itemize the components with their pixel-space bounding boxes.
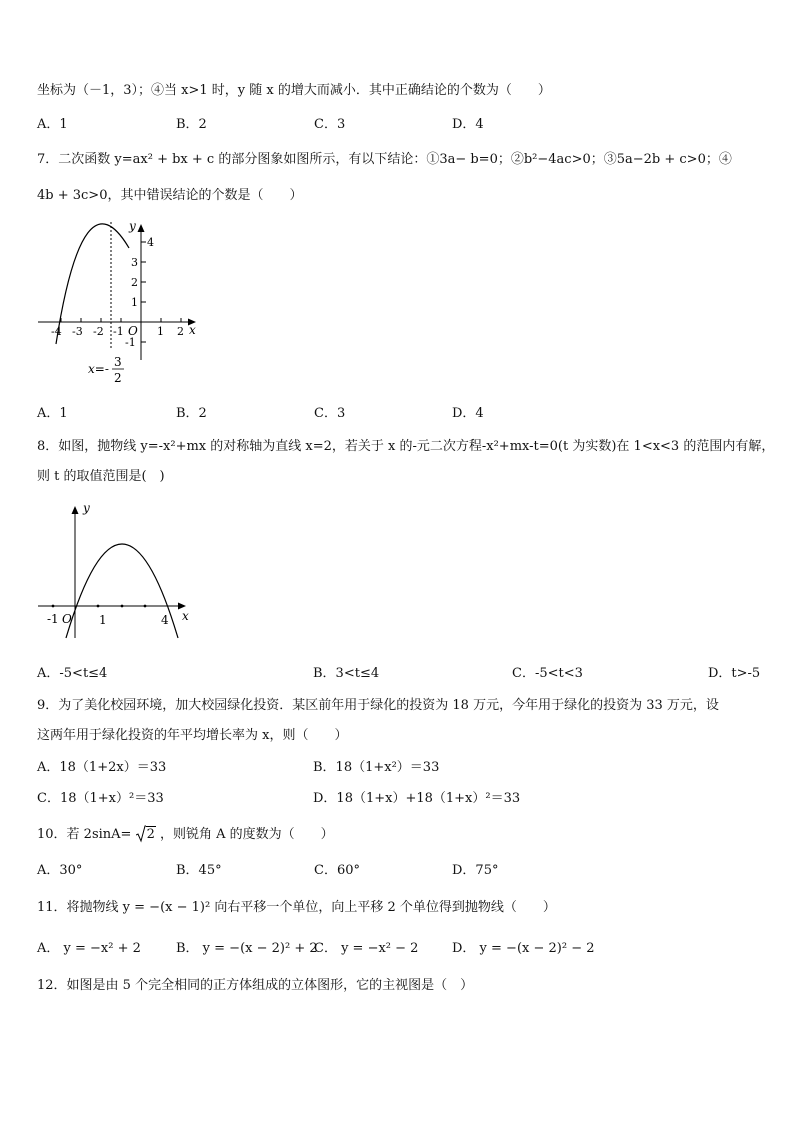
q7-axis-frac-num: 3: [114, 355, 122, 369]
q8-y-arrow: [72, 506, 79, 514]
q10-sqrt: [136, 826, 156, 844]
q7-x-tick-1: 1: [157, 325, 164, 338]
q7-y-label: y: [129, 219, 136, 233]
q6-option-c: C．3: [314, 117, 346, 132]
q7-text-line2: 4b + 3c>0，其中错误结论的个数是（ ）: [37, 188, 303, 203]
q8-option-d: D．t>-5: [708, 666, 761, 681]
q11-text: 11．将抛物线 y = −(x − 1)² 向右平移一个单位，向上平移 2 个单位得到抛物线（ ）: [37, 900, 556, 915]
q7-x-tick-neg1: -1: [113, 325, 124, 338]
q8-y-label: y: [83, 501, 90, 515]
q10-option-c: C．60°: [314, 863, 360, 878]
q7-y-tick-2: 2: [131, 276, 138, 289]
q8-text-line2: 则 t 的取值范围是( ): [37, 469, 165, 484]
q7-axis-frac-den: 2: [114, 371, 122, 385]
q7-x-tick-neg4: -4: [51, 325, 62, 338]
q11-option-b: B． y = −(x − 2)² + 2: [176, 941, 318, 956]
q10-sqrt-sign: [136, 825, 146, 843]
q8-tick-1: 1: [99, 613, 107, 627]
q8-option-c: C．-5<t<3: [512, 666, 583, 681]
q10-option-d: D．75°: [452, 863, 499, 878]
q9-text-line2: 这两年用于绿化投资的年平均增长率为 x，则（ ）: [37, 728, 348, 743]
q7-y-arrow: [138, 224, 145, 232]
q10-option-a: A．30°: [37, 863, 83, 878]
q9-option-a: A．18（1+2x）＝33: [37, 760, 167, 775]
q12-text: 12．如图是由 5 个完全相同的正方体组成的立体图形，它的主视图是（ ）: [37, 978, 474, 993]
q11-option-d: D． y = −(x − 2)² − 2: [452, 941, 595, 956]
q7-origin-label: O: [128, 324, 138, 338]
q7-parabola-graph: [36, 218, 206, 390]
q7-y-tick-3: 3: [131, 256, 138, 269]
q8-tick-4: 4: [161, 613, 169, 627]
q7-text-line1: 7．二次函数 y=ax² + bx + c 的部分图象如图所示，有以下结论：①3a− b=0；②b²−4ac>0；③5a−2b + c>0；④: [37, 152, 732, 167]
q8-option-b: B．3<t≤4: [313, 666, 380, 681]
q7-y-tick-neg1: -1: [125, 336, 136, 349]
q10-suffix: ，则锐角 A 的度数为（ ）: [160, 827, 334, 842]
q7-x-tick-2: 2: [177, 325, 184, 338]
q7-option-b: B．2: [176, 406, 207, 421]
q7-axis-note: x=-: [88, 362, 109, 376]
q7-option-c: C．3: [314, 406, 346, 421]
q6-option-d: D．4: [452, 117, 484, 132]
q9-text-line1: 9．为了美化校园环境，加大校园绿化投资．某区前年用于绿化的投资为 18 万元，今年用于绿化的投资为 33 万元，设: [37, 698, 719, 713]
q7-option-a: A．1: [37, 406, 68, 421]
q10-option-b: B．45°: [176, 863, 222, 878]
q9-option-c: C．18（1+x）²＝33: [37, 791, 164, 806]
q10-text: [37, 826, 334, 844]
q6-option-a: A．1: [37, 117, 68, 132]
q10-prefix: 10．若 2sinA=: [37, 827, 132, 842]
q6-text: 坐标为（－1，3）；④当 x>1 时，y 随 x 的增大而减小．其中正确结论的个数为（ ）: [37, 83, 551, 98]
q7-y-tick-4: 4: [147, 236, 154, 249]
q10-sqrt-value: 2: [146, 827, 155, 842]
q7-x-label: x: [189, 323, 196, 337]
q8-option-a: A．-5<t≤4: [37, 666, 108, 681]
q8-x-label: x: [182, 609, 189, 623]
q11-option-c: C． y = −x² − 2: [314, 941, 419, 956]
q6-option-b: B．2: [176, 117, 207, 132]
q8-text-line1: 8．如图，抛物线 y=-x²+mx 的对称轴为直线 x=2，若关于 x 的-元二次方程-x²+mx-t=0(t 为实数)在 1<x<3 的范围内有解，: [37, 439, 775, 454]
q7-x-tick-neg2: -2: [93, 325, 104, 338]
q9-option-d: D．18（1+x）+18（1+x）²＝33: [313, 791, 521, 806]
q8-tick-neg1: -1: [47, 612, 59, 626]
q7-y-tick-1: 1: [131, 296, 138, 309]
q9-option-b: B．18（1+x²）＝33: [313, 760, 440, 775]
q8-parabola-graph: [36, 500, 196, 640]
q7-option-d: D．4: [452, 406, 484, 421]
q11-option-a: A． y = −x² + 2: [37, 941, 141, 956]
q8-origin-label: O: [62, 612, 72, 626]
q7-x-tick-neg3: -3: [72, 325, 83, 338]
